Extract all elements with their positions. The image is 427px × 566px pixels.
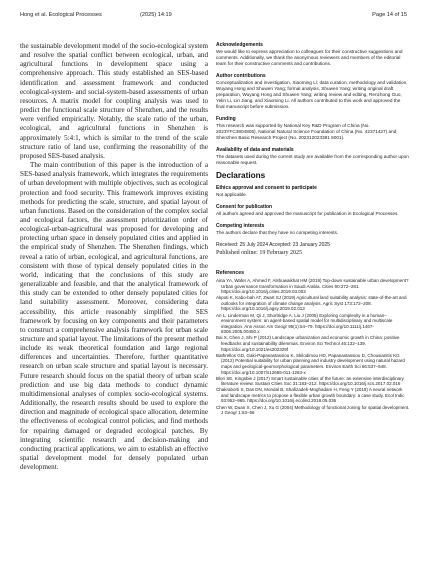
reference-item[interactable]: An L, Linderman M, Qi J, Shortridge A, Liu J (2005) Exploring complexity in a human–environment system: an agent-based spatial model for multidisciplinary and multiscale integration. Ann Assoc Am Geogr 95(1):54–79. https://doi.org/10.1111/j.1467-8306.2005.00450.x (216, 312, 393, 335)
competing-interests-body: The authors declare that they have no competing interests. (216, 230, 339, 235)
reference-item[interactable]: Chakraborti S, Das DN, Mondal B, Shafizadeh-Moghadam H, Feng Y (2018) A neural network and landscape metrics to propose a flexible urban growth boundary: a case study. Ecol Indic 93:952–965. https://doi.org/10.1016/j.ecolind.2018.05.036 (216, 387, 405, 404)
acknowledgements-body: We would like to express appreciation to colleagues for their constructive suggestions and comments. Additionally, we thank the anonymous reviewers and members of the editorial team for their constructive comments and contributions. (216, 49, 403, 66)
funding-body: This research was supported by National Key R&D Program of China (No. 2023YFC3804805), National Natural Science Foundation of China (No. 42371427) and Shenzhen Basic Research Project (No. 202312023381 5001). (216, 123, 397, 140)
reference-item[interactable]: Bai X, Chen J, Shi P (2012) Landscape urbanization and economic growth in China: positive feedbacks and sustainability dilemmas. Environ Sci Technol 46:132–139. https://doi.org/10.1021/es202329f (216, 335, 400, 352)
acknowledgements-title: Acknowledgements (216, 42, 263, 48)
consent-body: All authors agreed and approved the manuscript for publication in Ecological Processes. (216, 211, 399, 216)
reference-item[interactable]: Akpoti K, Kabo-bah AT, Zwart SJ (2019) Agricultural land suitability analysis: state-of-the-art and outlooks for integration of climate change analysis. Agric Syst 173:172–208. https://doi.org/10.1016/j.agsy.2019.02.013 (216, 295, 407, 312)
ethics-title: Ethics approval and consent to participate (216, 185, 317, 191)
volume-info: (2025) 14:19 (140, 12, 172, 18)
competing-interests-title: Competing interests (216, 223, 265, 229)
availability-title: Availability of data and materials (216, 147, 294, 153)
journal-name: Hong et al. Ecological Processes (20, 12, 102, 18)
author-contributions-body: Conceptualization and investigation, Xiaoming Li; data curation, methodology and validation, Wuyang Hong and Shuwen Yang; formal analysis, Shuwen Yang; writing original draft preparation, Wuyang Hong and Shuwen Yang; writing review and editing, Renzhong Guo, Yelin Li, Lin Jiang, and Xiaoming Li. All authors contributed to this work and approved the final manuscript before submission. (216, 80, 408, 109)
page-number: Page 14 of 15 (372, 12, 407, 18)
ethics-body: Not applicable. (216, 192, 248, 197)
received-accepted-dates: Received: 25 July 2024 Accepted: 23 January 2025 (216, 242, 330, 248)
page-header (20, 12, 407, 22)
reference-item[interactable]: Blori SE, Kingsbie J (2017) Smart sustainable cities of the future: an extensive interdisciplinary literature review. Sustain Cities Soc 31:183–212. https://doi.org/10.1016/j.scs.2017.02.016 (216, 375, 404, 387)
author-contributions-title: Author contributions (216, 73, 266, 79)
back-matter-column (216, 42, 410, 554)
published-online-date: Published online: 19 February 2025 (216, 250, 302, 256)
consent-title: Consent for publication (216, 204, 273, 210)
availability-body: The datasets used during the current study are available from the corresponding author upon reasonable request. (216, 154, 409, 165)
body-paragraph: The main contribution of this paper is the introduction of a SES-based analysis framework, which integrates the requirements of urban development with multiple objectives, such as ecological protection and food security. This framework improves existing methods for predicting the scale, structure, and spatial layout of urban functions. Based on the consideration of the complex social and ecological factors, the assessment prioritization order of ecological-urban-agricultural was proposed for developing and protecting urban space in densely populated cities and applied in the empirical study of Shenzhen. The Shenzhen findings, which reveal a ratio of urban, ecological, and agricultural functions, are consistent with those of typical densely populated cities in the world, indicating that the conclusions of this study are generalizable and feasible, and that the analytical framework of this study can be extended to other densely populated cities for land suitability assessment. Moreover, considering data accessibility, this article reasonably simplified the SES framework by focusing on key components and their parameters to construct a comprehensive analysis framework for urban scale structure and spatial layout. The limitations of the present method include its weak theoretical foundation and large regional differences and uncertainties. Therefore, further quantitative research on urban scale structure and spatial layout is necessary. Future research should focus on the spatial theory of urban scale prediction and use big data methods to conduct dynamic multidimensional analyses of complex socio-ecological systems. Additionally, the research results should be used to explore the direction and magnitude of ecological space allocation, determine the effectiveness of ecological control policies, and find methods for repairing damaged or degraded ecological patches. By integrating scientific research and decision-making and conducting practical applications, we aim to establish an effective spatial development model for densely populated urban development. (20, 161, 208, 472)
reference-item[interactable]: Chen W, Duan X, Chen J, Xu G (2004) Methodology of functional zoning for spatial development. J Geogr 1:53–58 (216, 404, 410, 416)
body-paragraph: the sustainable development model of the socio-ecological system and resolve the spatial conflict between ecological, urban, and agricultural functions in development space using a comprehensive approach. This study established an SES-based identification and assessment framework and conducted ecological-system- and social-system-based assessments of urban resources. A matrix model for coupling analysis was used to predict the functional scale structure of Shenzhen, and the results were verified empirically. Notably, the scale ratio of the urban, ecological, and agricultural functions in Shenzhen is approximately 5:4:1, which is similar to the trend of the scale structure ratio of land use, confirming the reasonability of the proposed SES-based analysis. (20, 42, 208, 160)
reference-item[interactable]: Aina YA, Wafer A, Ahmed F, Alshuwaikhat HM (2019) Top-down sustainable urban development? Urban governance transformation in Saudi Arabia. Cities 90:272–281. https://doi.org/10.1016/j.cities.2019.03.003 (216, 278, 409, 295)
reference-item[interactable]: Bathrellos GD, Gaki-Papanastassiou K, Skilodimou HD, Papanastassiou D, Chousianitis KG (2012) Potential suitability for urban planning and industry development using natural hazard maps and geological-geomorphological parameters. Environ Earth Sci 66:537–548. https://doi.org/10.1007/s12665-011-1263-x (216, 352, 405, 375)
conclusion-column (20, 42, 208, 552)
references-heading: References (216, 270, 244, 276)
declarations-heading: Declarations (216, 171, 266, 180)
funding-title: Funding (216, 116, 236, 122)
